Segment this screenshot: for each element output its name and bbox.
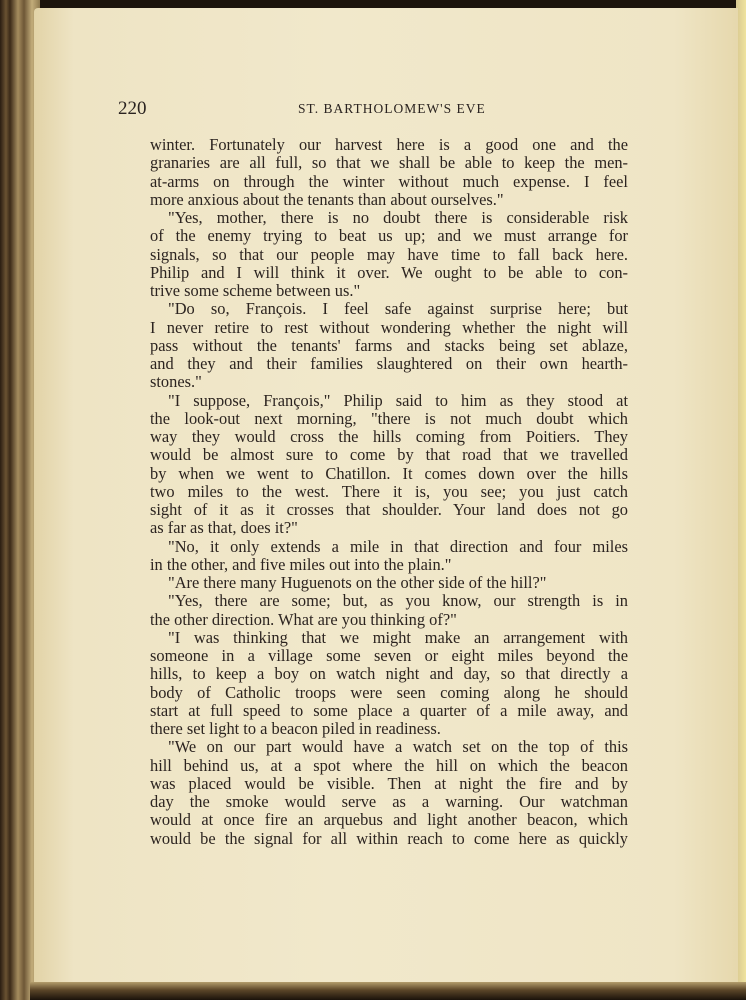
- text-line: as far as that, does it?": [150, 518, 298, 538]
- text-line: body of Catholic troops were seen coming along he should: [150, 682, 628, 702]
- text-line: two miles to the west. There it is, you see; you just catch: [150, 481, 628, 501]
- page-header: [118, 98, 630, 118]
- text-line: start at full speed to some place a quarter of a mile away, and: [150, 700, 628, 720]
- text-line: of the enemy trying to beat us up; and we must arrange for: [150, 226, 628, 246]
- text-line: "No, it only extends a mile in that direction and four miles: [168, 536, 628, 556]
- text-line: "Yes, mother, there is no doubt there is considerable risk: [168, 208, 628, 227]
- page-body-text: [150, 136, 628, 848]
- text-line: trive some scheme between us.": [150, 281, 361, 300]
- text-line: was placed would be visible. Then at night the fire and by: [150, 773, 628, 793]
- text-line: winter. Fortunately our harvest here is a good one and the: [150, 135, 628, 154]
- text-line: the look-out next morning, "there is not much doubt which: [150, 408, 628, 428]
- text-line: "Are there many Huguenots on the other side of the hill?": [168, 573, 547, 592]
- text-line: day the smoke would serve as a warning. Our watchman: [150, 792, 628, 811]
- text-line: would be almost sure to come by that road that we travelled: [150, 445, 628, 465]
- text-line: at-arms on through the winter without much expense. I feel: [150, 171, 628, 191]
- text-line: and they and their families slaughtered on their own hearth-: [150, 354, 628, 373]
- text-line: "Do so, François. I feel safe against surprise here; but: [168, 299, 628, 319]
- text-line: stones.": [150, 372, 202, 392]
- text-line: hill behind us, at a spot where the hill on which the beacon: [150, 755, 628, 775]
- text-line: "We on our part would have a watch set on the top of this: [168, 737, 628, 757]
- text-line: in the other, and five miles out into the plain.": [150, 554, 452, 574]
- page-bottom-edge: [30, 982, 746, 1000]
- text-line: would at once fire an arquebus and light another beacon, which: [150, 810, 628, 830]
- text-line: Philip and I will think it over. We ought to be able to con-: [150, 262, 628, 282]
- text-line: someone in a village some seven or eight miles beyond the: [150, 646, 628, 665]
- running-head: ST. BARTHOLOMEW'S EVE: [298, 101, 486, 116]
- text-line: the other direction. What are you thinking of?": [150, 609, 457, 629]
- page-number: 220: [118, 98, 147, 119]
- text-line: would be the signal for all within reach to come here as quickly: [150, 828, 628, 848]
- text-line: "I suppose, François," Philip said to him as they stood at: [168, 390, 628, 410]
- text-line: way they would cross the hills coming from Poitiers. They: [150, 427, 628, 446]
- text-line: hills, to keep a boy on watch night and day, so that directly a: [150, 664, 628, 684]
- text-line: granaries are all full, so that we shall be able to keep the men-: [150, 153, 628, 173]
- text-line: more anxious about the tenants than about ourselves.": [150, 189, 504, 209]
- text-line: by when we went to Chatillon. It comes down over the hills: [150, 463, 628, 483]
- text-line: pass without the tenants' farms and stacks being set ablaze,: [150, 335, 628, 355]
- text-line: signals, so that our people may have time to fall back here.: [150, 244, 628, 264]
- text-line: I never retire to rest without wondering whether the night will: [150, 317, 628, 337]
- text-line: "Yes, there are some; but, as you know, our strength is in: [168, 591, 628, 611]
- text-line: "I was thinking that we might make an arrangement with: [168, 627, 628, 647]
- text-line: sight of it as it crosses that shoulder. Your land does not go: [150, 500, 628, 519]
- text-line: there set light to a beacon piled in readiness.: [150, 719, 441, 738]
